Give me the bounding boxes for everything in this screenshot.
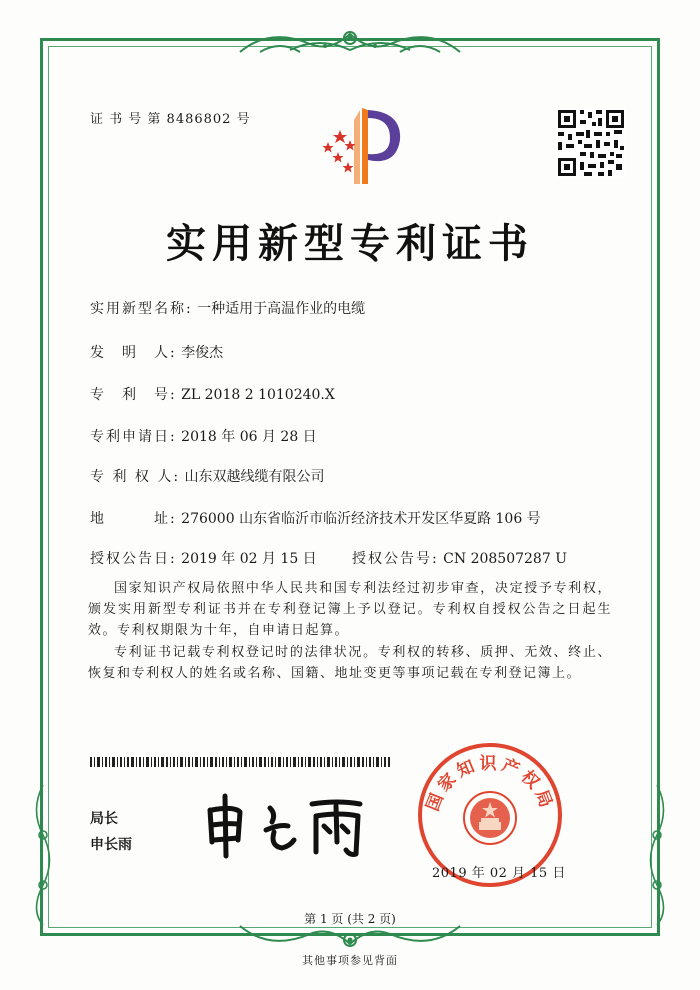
cnipa-logo-icon: [310, 100, 410, 190]
patentee-label: 专 利 权 人:: [90, 469, 181, 485]
field-inventor: [90, 342, 223, 362]
grant-date-label: 授权公告日:: [90, 551, 177, 567]
field-grant-number: [352, 548, 567, 568]
field-patent-number: [90, 384, 335, 404]
seal-date: 2019 年 02 月 15 日: [432, 866, 566, 881]
application-date-label: 专利申请日:: [90, 429, 177, 445]
inventor-label: 发 明 人:: [90, 345, 177, 361]
field-address: [90, 508, 541, 528]
field-model-name: [90, 298, 365, 318]
certificate-number-suffix: 号: [236, 112, 251, 127]
body-paragraph-2: 专利证书记载专利权登记时的法律状况。专利权的转移、质押、无效、终止、恢复和专利权人的姓名或名称、国籍、地址变更等事项记载在专利登记簿上。: [88, 645, 612, 681]
certificate-number: [90, 108, 251, 127]
application-date-value: 2018 年 06 月 28 日: [181, 429, 317, 445]
field-grant-date: [90, 548, 317, 568]
left-ornament: [28, 780, 58, 930]
certificate-title: 实用新型专利证书: [166, 220, 534, 267]
qr-code-icon: [556, 108, 626, 178]
barcode-icon: [90, 757, 390, 767]
director-signature-icon: [200, 790, 380, 860]
body-paragraph-1: 国家知识产权局依照中华人民共和国专利法经过初步审查，决定授予专利权，颁发实用新型专利证书并在专利登记簿上予以登记。专利权自授权公告之日起生效。专利权期限为十年，自申请日起算。: [88, 581, 612, 638]
director-name: 申长雨: [90, 837, 132, 853]
grant-date-value: 2019 年 02 月 15 日: [181, 551, 317, 567]
address-label: 地 址:: [90, 511, 177, 527]
patent-number-label: 专 利 号:: [90, 387, 177, 403]
footer-note: 其他事项参见背面: [302, 954, 398, 967]
certificate-number-label: 证 书 号 第: [90, 112, 162, 127]
inventor-value: 李俊杰: [181, 345, 224, 361]
page-indicator: 第 1 页 (共 2 页): [304, 912, 396, 926]
grant-number-value: CN 208507287 U: [443, 551, 567, 567]
right-ornament: [642, 780, 672, 930]
top-ornament: [230, 22, 470, 62]
model-name-label: 实用新型名称:: [90, 301, 193, 317]
patent-number-value: ZL 2018 2 1010240.X: [181, 387, 335, 403]
field-application-date: [90, 426, 317, 446]
grant-number-label: 授权公告号:: [352, 551, 439, 567]
address-value: 276000 山东省临沂市临沂经济技术开发区华夏路 106 号: [181, 511, 541, 527]
seal-text: 国家知识产权局: [422, 754, 558, 814]
director-title: 局长: [90, 811, 118, 827]
patentee-value: 山东双越线缆有限公司: [184, 469, 325, 485]
certificate-number-value: 8486802: [166, 112, 232, 127]
field-patentee: [90, 466, 325, 486]
model-name-value: 一种适用于高温作业的电缆: [197, 301, 366, 317]
